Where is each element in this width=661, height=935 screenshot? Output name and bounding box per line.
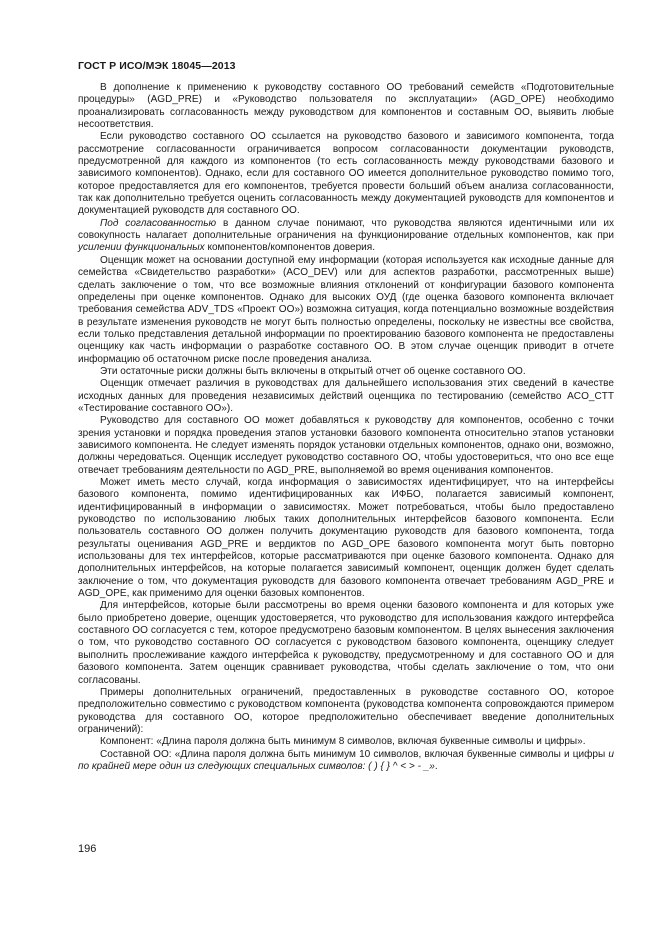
example-composite <box>78 749 614 774</box>
paragraph: Может иметь место случай, когда информация о зависимостях идентифицирует, что на интерфейсы базового компонента, помимо идентифицированных как ИФБО, полагается зависимый компонент, идентифицированный в информации о зависимостях. Может потребоваться, чтобы было предоставлено руководство по использованию любых таких дополнительных интерфейсов базового компонента. Если пользователь составного ОО должен получить документацию руководств для базового компонента, тогда результаты оценивания AGD_PRE и вердиктов по AGD_OPE базового компонента могут быть повторно использованы для тех интерфейсов, которые рассматриваются при оценке базового компонента. Однако для дополнительных интерфейсов, на которые полагается зависимый компонент, оценщик должен будет сделать заключение о том, что документация руководств для базового компонента отвечает требованиям AGD_PRE и AGD_OPE, как применимо для оценки базовых компонентов. <box>78 477 614 600</box>
example-component: Компонент: «Длина пароля должна быть минимум 8 символов, включая буквенные символы и цифры». <box>100 736 586 748</box>
emphasis-term: усилении функциональных <box>78 242 205 254</box>
paragraph: Эти остаточные риски должны быть включены в открытый отчет об оценке составного ОО. <box>100 365 526 377</box>
paragraph: Оценщик отмечает различия в руководствах для дальнейшего использования этих сведений в качестве исходных данных для проведения независимых действий оценщика по тестированию (семейство ACO_CTT «Тестирование составного ОО»). <box>78 378 614 414</box>
document-body <box>78 82 614 773</box>
emphasis-text: и по крайней мере один из следующих специальных символов: ( ) { } ^ < > - _» <box>78 748 614 772</box>
paragraph: Для интерфейсов, которые были рассмотрены во время оценки базового компонента и для которых уже было приобретено доверие, оценщик удостоверяется, что руководство для использования каждого интерфейса составного ОО согласуется с тем, которое предусмотрено базовым компонентом. В целях вынесения заключения о том, что руководство составного ОО согласуется с руководством базового компонента, оценщику следует выполнить прослеживание каждого интерфейса к руководству, предусмотренному и для составного ОО и для базового компонента. Затем оценщик сравнивает руководства, чтобы сделать заключение о том, что они согласованы. <box>78 600 614 686</box>
paragraph-consistency-definition <box>78 218 614 255</box>
paragraph: Руководство для составного ОО может добавляться к руководству для компонентов, особенно с точки зрения установки и порядка проведения этапов установки базового компонента относительно этапов установки зависимого компонента. Не следует изменять порядок установки отдельных компонентов, однако они, возможно, должны чередоваться. Оценщик исследует руководство составного ОО, чтобы удостовериться, что оно все еще отвечает требованиям деятельности по AGD_PRE, выполняемой во время оценивания компонентов. <box>78 415 614 476</box>
emphasis-term: Под согласованностью <box>100 217 217 229</box>
paragraph-text: в данном случае понимают, что руководства являются идентичными или их совокупность налагает дополнительные ограничения на функционирование отдельных компонентов, как при <box>78 217 614 242</box>
paragraph-text: компонентов/компонентов доверия. <box>204 242 375 254</box>
paragraph: Оценщик может на основании доступной ему информации (которая используется как исходные данные для семейства «Свидетельство разработки» (ACO_DEV) или для аспектов разработки, рассмотренных выше) сделать заключение о том, что все возможные влияния отклонений от конфигурации базового компонента определены при оценке компонентов. Однако для высоких ОУД (где оценка базового компонента включает требования семейства ADV_TDS «Проект ОО») возможна ситуация, когда потенциально возможные воздействия в результате изменения руководств не могут быть полностью определены, поскольку не известны все свойства, если только представления детальной информации по проектированию базового компонента не предоставлены оценщику как часть информации о разработке составного ОО. В этом случае оценщик приводит в отчете информацию об остаточном риске после проведения анализа. <box>78 254 614 365</box>
paragraph: Примеры дополнительных ограничений, предоставленных в руководстве составного ОО, которое предположительно совместимо с руководством компонента (руководства компонента сопровождаются примером руководства для составного ОО, которое предположительно обеспечивает введение дополнительных ограничений): <box>78 686 614 735</box>
paragraph: В дополнение к применению к руководству составного ОО требований семейств «Подготовительные процедуры» (AGD_PRE) и «Руководство пользователя по эксплуатации» (AGD_OPE) необходимо проанализировать согласованность между руководством для компонентов и составным ОО, выявить любые несоответствия. <box>78 82 614 131</box>
paragraph-text: Составной ОО: «Длина пароля должна быть минимум 10 символов, включая буквенные символы и цифры <box>100 748 609 760</box>
paragraph-text: . <box>434 760 438 772</box>
document-header: ГОСТ Р ИСО/МЭК 18045—2013 <box>78 60 236 72</box>
page-number: 196 <box>78 843 97 855</box>
paragraph: Если руководство составного ОО ссылается на руководство базового и зависимого компонента, тогда рассмотрение согласованности ограничивается вопросом согласованности документации руководств, предусмотренной для каждого из компонентов (то есть согласованность между руководствами базового и зависимого компонентов). Однако, если для составного ОО имеется дополнительное руководство помимо того, которое предоставляется для его компонентов, требуется провести больший объем анализа согласованности, так как дополнительно требуется оценить согласованность между документацией руководств для компонентов и документацией руководств для составного ОО. <box>78 131 614 217</box>
